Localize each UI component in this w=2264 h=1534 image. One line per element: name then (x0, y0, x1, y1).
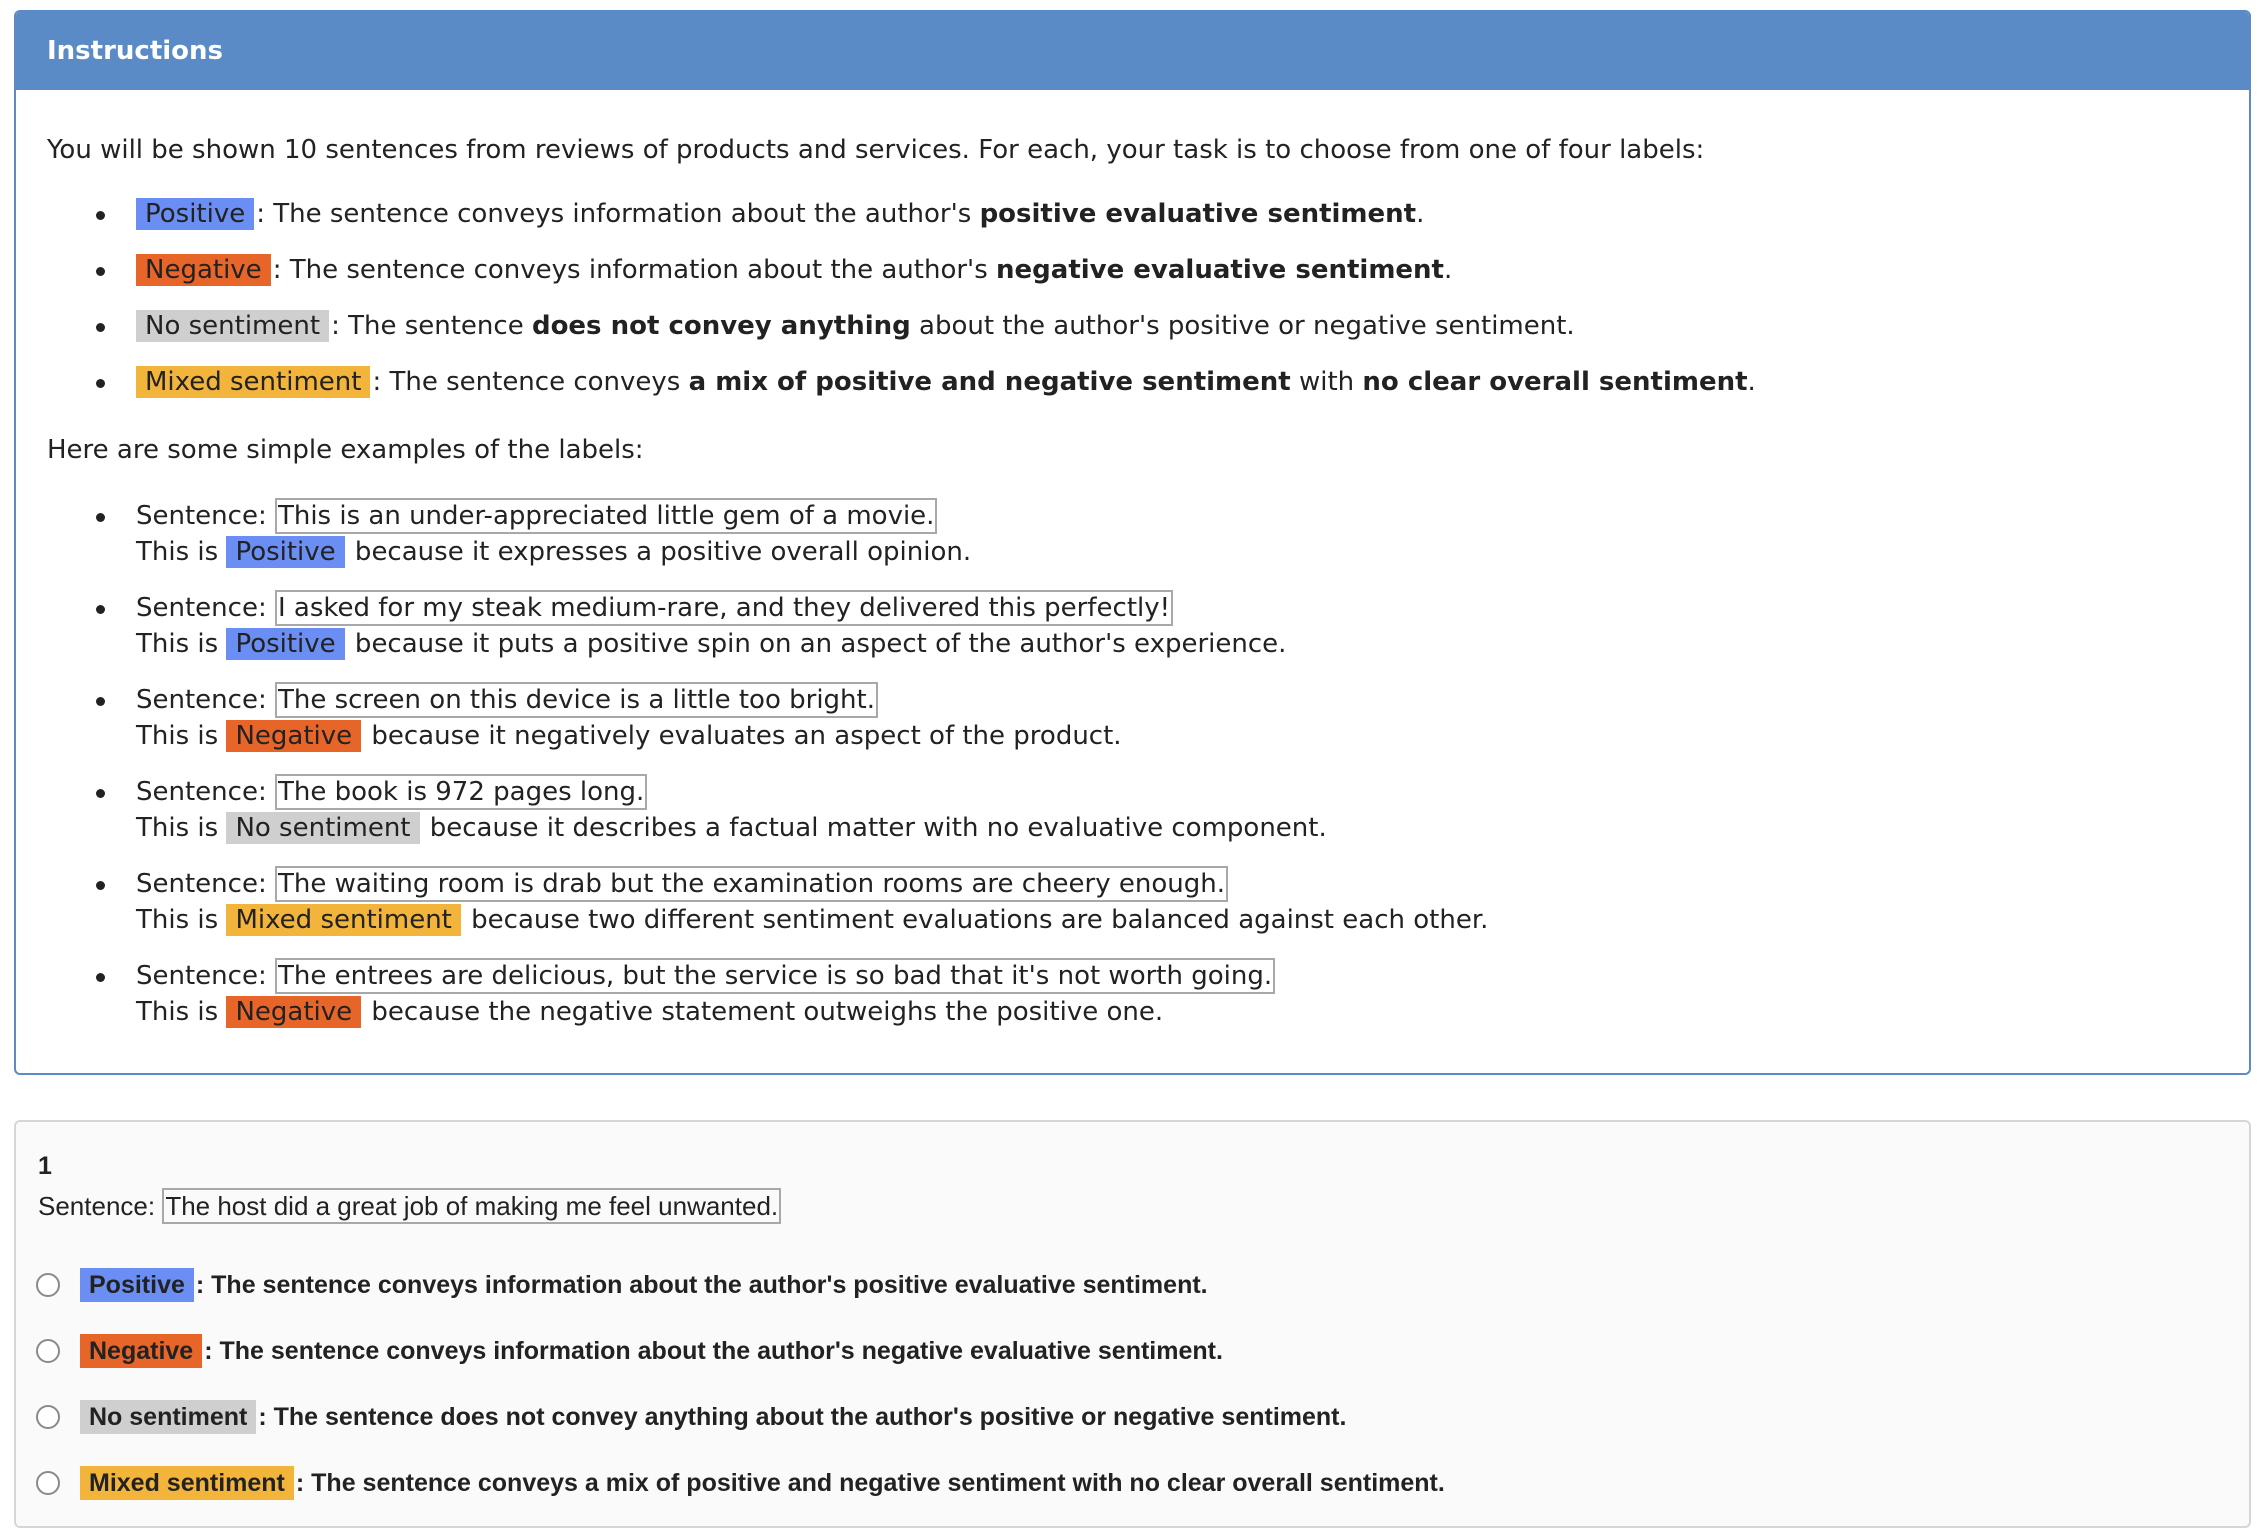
option-text: : The sentence conveys information about the author's negative evaluative sentiment. (204, 1336, 1223, 1365)
bullet-icon (96, 789, 105, 798)
tag-negative: Negative (136, 254, 271, 286)
example-sentence: The waiting room is drab but the examination rooms are cheery enough. (275, 866, 1228, 902)
radio-button[interactable] (36, 1405, 60, 1429)
bullet-icon (96, 513, 105, 522)
bullet-icon (96, 697, 105, 706)
option-text: : The sentence conveys a mix of positive and negative sentiment with no clear overall sentiment. (295, 1468, 1445, 1497)
example-item (16, 682, 1488, 774)
examples-intro: Here are some simple examples of the labels: (47, 435, 644, 465)
question-number: 1 (38, 1152, 52, 1180)
option-text: : The sentence does not convey anything about the author's positive or negative sentiment. (258, 1402, 1347, 1431)
radio-button[interactable] (36, 1273, 60, 1297)
option-positive[interactable] (36, 1252, 1445, 1318)
example-reason: because the negative statement outweighs the positive one. (363, 997, 1164, 1027)
example-reason: because it describes a factual matter with no evaluative component. (421, 813, 1327, 843)
label-bold-text: positive evaluative sentiment (979, 199, 1417, 229)
tag-positive: Positive (80, 1268, 194, 1302)
label-definition-positive (16, 196, 1756, 252)
example-item (16, 958, 1488, 1050)
label-text: with (1290, 367, 1363, 397)
option-text: : The sentence conveys information about the author's positive evaluative sentiment. (195, 1270, 1208, 1299)
sentence-prefix: Sentence: (38, 1191, 163, 1221)
example-item (16, 498, 1488, 590)
question-card (14, 1120, 2251, 1528)
example-sentence: The screen on this device is a little too bright. (275, 682, 878, 718)
tag-mixed: Mixed sentiment (136, 366, 370, 398)
example-sentence: This is an under-appreciated little gem of a movie. (275, 498, 937, 534)
bullet-icon (96, 323, 105, 332)
instructions-panel (14, 10, 2251, 1075)
tag-mixed: Mixed sentiment (80, 1466, 294, 1500)
bullet-icon (96, 881, 105, 890)
label-text: : The sentence conveys information about the author's (272, 255, 997, 285)
label-definitions (16, 196, 1756, 420)
tag-no-sentiment: No sentiment (80, 1400, 256, 1434)
example-sentence: I asked for my steak medium-rare, and they delivered this perfectly! (275, 590, 1173, 626)
tag-negative: Negative (226, 720, 361, 752)
radio-button[interactable] (36, 1471, 60, 1495)
example-item (16, 590, 1488, 682)
label-bold-text: no clear overall sentiment (1362, 367, 1748, 397)
label-text: about the author's positive or negative sentiment. (910, 311, 1575, 341)
option-no-sentiment[interactable] (36, 1384, 1445, 1450)
tag-no-sentiment: No sentiment (226, 812, 419, 844)
instructions-title: Instructions (47, 36, 224, 66)
example-reason: because it negatively evaluates an aspect of the product. (363, 721, 1122, 751)
bullet-icon (96, 973, 105, 982)
this-is-text: This is (136, 813, 227, 843)
sentence-prefix: Sentence: (136, 961, 275, 991)
question-sentence: The host did a great job of making me feel unwanted. (162, 1188, 781, 1224)
sentence-prefix: Sentence: (136, 501, 275, 531)
label-text: : The sentence conveys information about the author's (256, 199, 980, 229)
example-item (16, 774, 1488, 866)
this-is-text: This is (136, 721, 227, 751)
label-bold-text: negative evaluative sentiment (996, 255, 1444, 285)
tag-negative: Negative (226, 996, 361, 1028)
example-sentence: The book is 972 pages long. (275, 774, 647, 810)
example-sentence: The entrees are delicious, but the service is so bad that it's not worth going. (275, 958, 1275, 994)
this-is-text: This is (136, 629, 227, 659)
label-text: : The sentence (331, 311, 532, 341)
label-definition-mixed (16, 364, 1756, 420)
label-bold-text: a mix of positive and negative sentiment (688, 367, 1291, 397)
instructions-intro: You will be shown 10 sentences from reviews of products and services. For each, your task is to choose from one of four labels: (47, 135, 1705, 165)
tag-mixed: Mixed sentiment (226, 904, 460, 936)
example-reason: because it expresses a positive overall opinion. (346, 537, 972, 567)
bullet-icon (96, 379, 105, 388)
tag-positive: Positive (226, 628, 344, 660)
label-text: . (1443, 255, 1453, 285)
sentence-prefix: Sentence: (136, 869, 275, 899)
answer-options (36, 1252, 1445, 1516)
this-is-text: This is (136, 997, 227, 1027)
example-reason: because it puts a positive spin on an aspect of the author's experience. (346, 629, 1287, 659)
bullet-icon (96, 211, 105, 220)
label-definition-no-sentiment (16, 308, 1756, 364)
sentence-prefix: Sentence: (136, 593, 275, 623)
example-reason: because two different sentiment evaluations are balanced against each other. (462, 905, 1489, 935)
bullet-icon (96, 267, 105, 276)
question-sentence-row (38, 1188, 781, 1224)
label-text: : The sentence conveys (372, 367, 689, 397)
bullet-icon (96, 605, 105, 614)
this-is-text: This is (136, 905, 227, 935)
tag-positive: Positive (136, 198, 254, 230)
example-list (16, 498, 1488, 1050)
sentence-prefix: Sentence: (136, 685, 275, 715)
label-text: . (1747, 367, 1756, 397)
radio-button[interactable] (36, 1339, 60, 1363)
tag-negative: Negative (80, 1334, 202, 1368)
option-negative[interactable] (36, 1318, 1445, 1384)
example-item (16, 866, 1488, 958)
this-is-text: This is (136, 537, 227, 567)
label-definition-negative (16, 252, 1756, 308)
label-bold-text: does not convey anything (531, 311, 911, 341)
sentence-prefix: Sentence: (136, 777, 275, 807)
option-mixed[interactable] (36, 1450, 1445, 1516)
tag-no-sentiment: No sentiment (136, 310, 329, 342)
tag-positive: Positive (226, 536, 344, 568)
label-text: . (1416, 199, 1425, 229)
instructions-header (16, 12, 2249, 90)
